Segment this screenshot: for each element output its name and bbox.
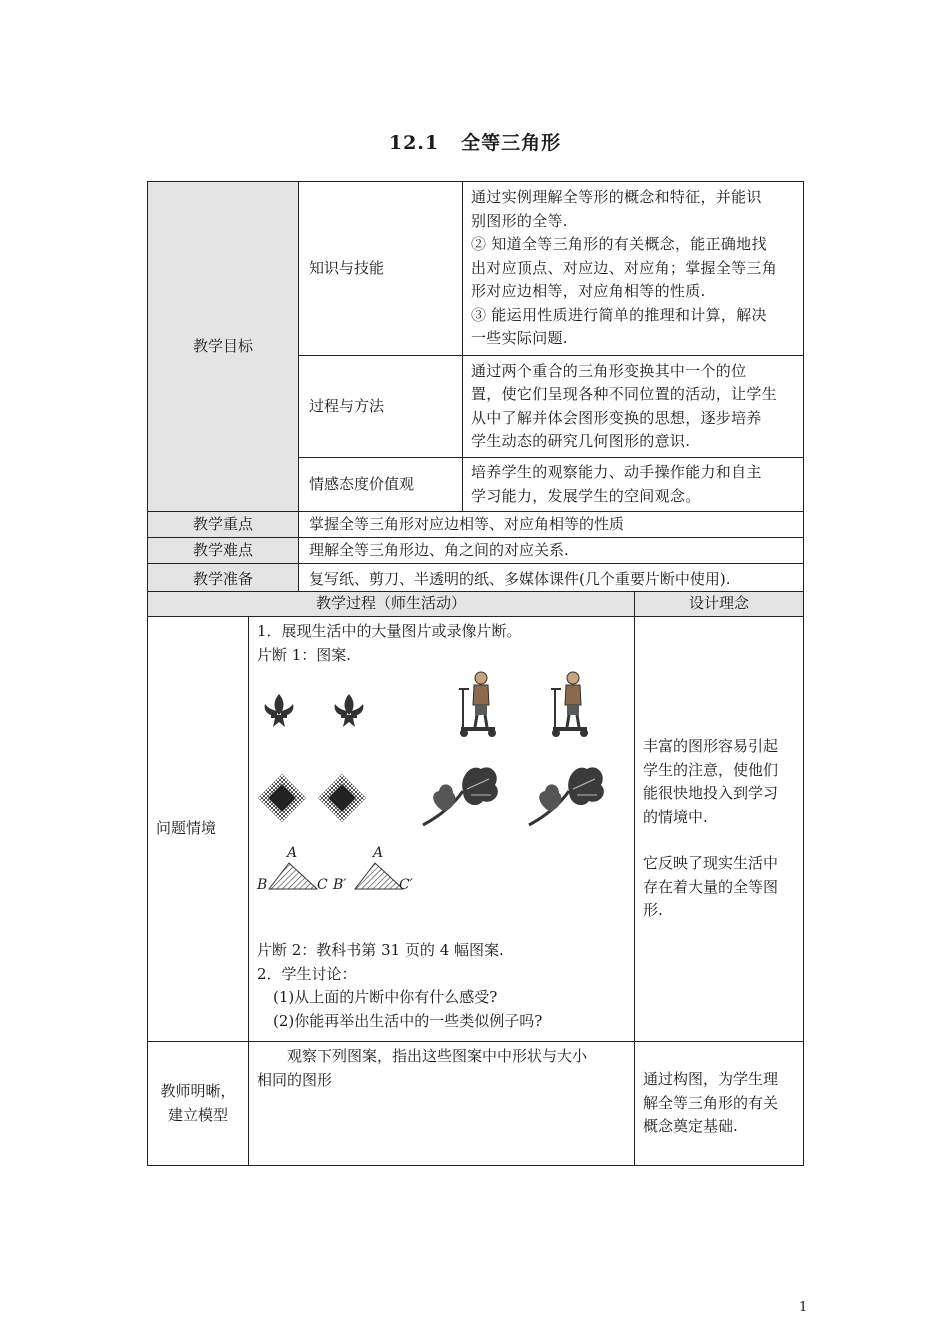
preparation-label: 教学准备: [148, 564, 299, 596]
situation-line-1: 1．展现生活中的大量图片或录像片断。: [257, 622, 522, 640]
pattern-pictures: [257, 669, 626, 939]
fleur-de-lis-icon: [329, 691, 369, 731]
oak-leaf-icon: [419, 761, 505, 829]
attitude-text: 培养学生的观察能力、动手操作能力和自主 学习能力，发展学生的空间观念。: [463, 458, 804, 512]
knowledge-text: 通过实例理解全等形的概念和特征，并能识 别图形的全等. ② 知道全等三角形的有关概念，能正确地找 出对应顶点、对应边、对应角；掌握全等三角 形对应边相等，对应角相等的性质. ③ 能运用性质进行简单的推理和计算，解决 一些实际问题.: [463, 182, 804, 356]
triangle-vertex-c: C: [317, 877, 328, 893]
situation-line-2: 片断 1：图案.: [257, 645, 352, 664]
situation-line-4: 2．学生讨论：: [257, 964, 357, 983]
design-header: 设计理念: [635, 592, 804, 617]
situation-content: [249, 617, 635, 1042]
scooter-boy-icon: [455, 669, 501, 739]
page-number: 1: [799, 1300, 808, 1315]
attitude-label: 情感态度价值观: [299, 458, 463, 512]
model-content: 观察下列图案，指出这些图案中中形状与大小 相同的图形: [249, 1042, 635, 1166]
discussion-question-1: (1)从上面的片断中你有什么感受?: [273, 988, 498, 1006]
difficulty-label: 教学难点: [148, 538, 299, 564]
situation-line-3: 片断 2：教科书第 31 页的 4 幅图案.: [257, 941, 504, 959]
situation-design: 丰富的图形容易引起 学生的注意，使他们 能很快地投入到学习 的情境中. 它反映了现实生活中 存在着大量的全等图 形.: [635, 617, 804, 1042]
objectives-table: [147, 181, 804, 596]
section-number: 12.1: [388, 132, 440, 154]
title-text: 全等三角形: [461, 132, 562, 154]
process-table: [147, 591, 804, 1166]
page-title: [0, 128, 950, 155]
triangle-vertex-a: A: [287, 845, 298, 861]
triangle-vertex-b: B: [257, 877, 268, 893]
model-design: 通过构图，为学生理 解全等三角形的有关 概念奠定基础.: [635, 1042, 804, 1166]
process-method-text: 通过两个重合的三角形变换其中一个的位 置，使它们呈现各种不同位置的活动，让学生 从中了解并体会图形变换的思想，逐步培养 学生动态的研究几何图形的意识.: [463, 356, 804, 458]
key-point-text: 掌握全等三角形对应边相等、对应角相等的性质: [299, 512, 804, 538]
triangle-vertex-b-prime: B′: [333, 877, 347, 893]
discussion-question-2: (2)你能再举出生活中的一些类似例子吗?: [273, 1011, 543, 1030]
scooter-boy-icon: [547, 669, 593, 739]
objectives-label: 教学目标: [148, 182, 299, 512]
difficulty-text: 理解全等三角形边、角之间的对应关系.: [299, 538, 804, 564]
process-method-label: 过程与方法: [299, 356, 463, 458]
process-header: 教学过程（师生活动）: [148, 592, 635, 617]
checkered-diamond-icon: [317, 773, 367, 823]
fleur-de-lis-icon: [259, 691, 299, 731]
model-label: 教师明晰， 建立模型: [148, 1042, 249, 1166]
oak-leaf-icon: [525, 761, 611, 829]
preparation-text: 复写纸、剪刀、半透明的纸、多媒体课件(几个重要片断中使用).: [299, 564, 804, 596]
key-point-label: 教学重点: [148, 512, 299, 538]
triangle-vertex-a-prime: A: [373, 845, 384, 861]
checkered-diamond-icon: [257, 773, 307, 823]
triangle-vertex-c-prime: C′: [399, 877, 413, 893]
knowledge-label: 知识与技能: [299, 182, 463, 356]
situation-label: 问题情境: [148, 617, 249, 1042]
